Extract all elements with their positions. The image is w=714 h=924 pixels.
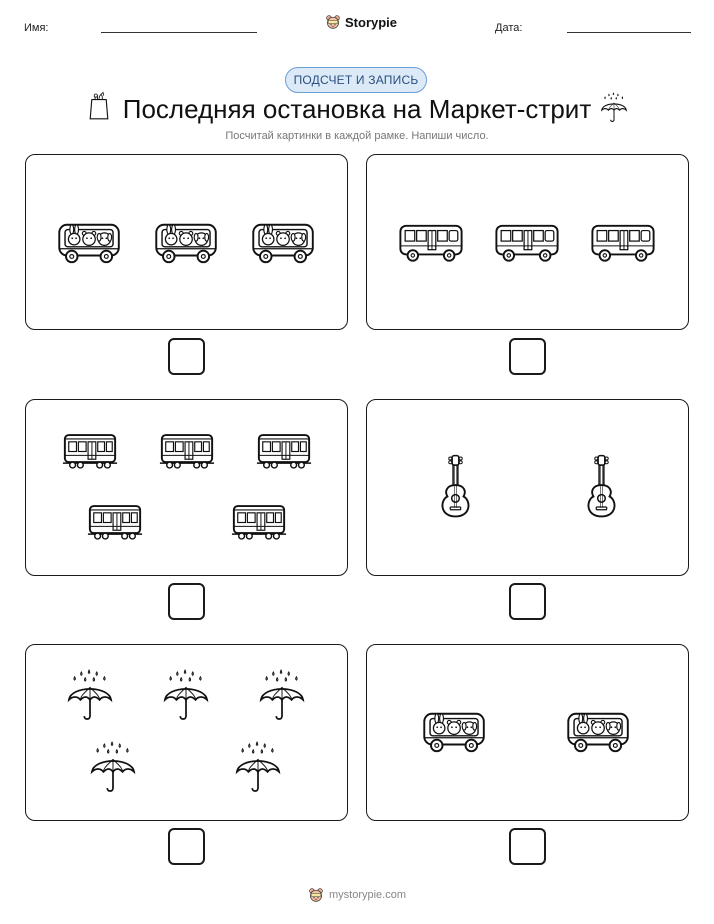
animal-bus-icon xyxy=(56,219,124,267)
ukulele-icon xyxy=(582,453,620,521)
animal-bus-icon xyxy=(153,219,221,267)
answer-box-5[interactable] xyxy=(168,828,205,865)
animal-bus-icon xyxy=(565,708,633,756)
city-bus-icon xyxy=(493,221,561,265)
tram-icon xyxy=(230,503,288,542)
city-bus-icon xyxy=(397,221,465,265)
page-title: Последняя остановка на Маркет-стрит xyxy=(122,94,592,124)
count-frame-4 xyxy=(366,399,689,576)
bear-logo-icon xyxy=(325,14,341,30)
animal-bus-icon xyxy=(421,708,489,756)
umbrella-icon xyxy=(234,741,282,795)
count-frame-5 xyxy=(25,644,348,821)
umbrella-icon xyxy=(162,669,210,723)
count-frame-3 xyxy=(25,399,348,576)
footer xyxy=(0,887,714,903)
tram-icon xyxy=(255,432,313,471)
answer-box-1[interactable] xyxy=(168,338,205,375)
footer-url[interactable]: mystorypie.com xyxy=(328,889,407,901)
tram-icon xyxy=(61,432,119,471)
bear-logo-icon xyxy=(308,887,324,903)
name-label: Имя: xyxy=(24,22,49,34)
animal-bus-icon xyxy=(250,219,318,267)
answer-box-6[interactable] xyxy=(509,828,546,865)
brand-name: Storypie xyxy=(345,14,398,30)
count-frame-6 xyxy=(366,644,689,821)
tram-icon xyxy=(86,503,144,542)
answer-box-3[interactable] xyxy=(168,583,205,620)
brand-logo xyxy=(325,14,397,30)
activity-badge: ПОДСЧЕТ И ЗАПИСЬ xyxy=(285,67,427,93)
count-frame-2 xyxy=(366,154,689,330)
umbrella-icon xyxy=(258,669,306,723)
umbrella-icon xyxy=(600,92,628,124)
date-line[interactable] xyxy=(567,32,691,33)
answer-box-4[interactable] xyxy=(509,583,546,620)
umbrella-icon xyxy=(66,669,114,723)
count-frame-1 xyxy=(25,154,348,330)
umbrella-icon xyxy=(89,741,137,795)
answer-box-2[interactable] xyxy=(509,338,546,375)
instructions: Посчитай картинки в каждой рамке. Напиши число. xyxy=(225,130,489,142)
ukulele-icon xyxy=(436,453,474,521)
name-line[interactable] xyxy=(101,32,257,33)
tram-icon xyxy=(158,432,216,471)
date-label: Дата: xyxy=(495,22,523,34)
city-bus-icon xyxy=(589,221,657,265)
